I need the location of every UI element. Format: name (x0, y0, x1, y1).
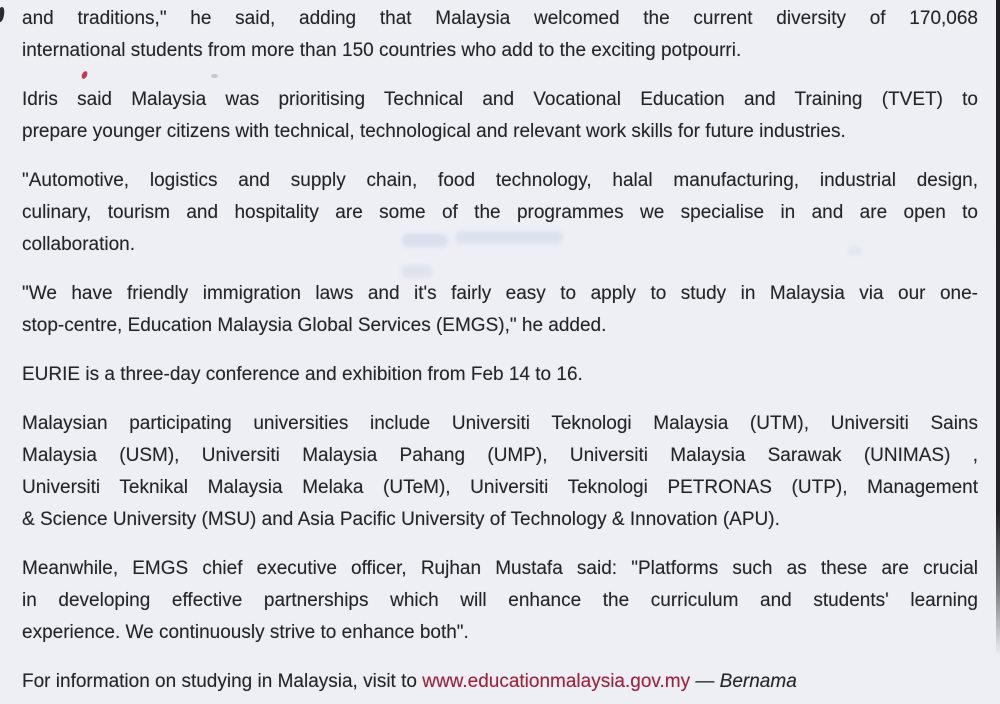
paragraph (22, 3, 978, 67)
paragraph-line: prepare younger citizens with technical, technological and relevant work skills for future industries. (22, 121, 846, 142)
footer-prefix-text: For information on studying in Malaysia, visit to (22, 671, 423, 692)
paragraph-line: Idris said Malaysia was prioritising Technical and Vocational Education and Training (TVET) to (22, 89, 978, 110)
paragraph-line: in developing effective partnerships which will enhance the curriculum and students' learning (22, 590, 978, 611)
paragraph-line: stop-centre, Education Malaysia Global Services (EMGS)," he added. (22, 315, 607, 336)
paragraph (22, 165, 978, 261)
footer-line (22, 666, 978, 698)
paragraph-line: "We have friendly immigration laws and it's fairly easy to apply to study in Malaysia via our one- (22, 283, 978, 304)
paragraph (22, 84, 978, 148)
paragraph (22, 278, 978, 342)
paragraph-line: culinary, tourism and hospitality are some of the programmes we specialise in and are open to (22, 202, 978, 223)
ink-bleed-smudge (455, 231, 563, 244)
paragraph (22, 359, 978, 391)
ink-bleed-smudge (848, 247, 862, 255)
paragraph-line: "Automotive, logistics and supply chain, food technology, halal manufacturing, industrial design, (22, 170, 978, 191)
paragraph-line: EURIE is a three-day conference and exhibition from Feb 14 to 16. (22, 364, 583, 385)
paragraph-line: Malaysian participating universities include Universiti Teknologi Malaysia (UTM), Universiti Sains (22, 413, 978, 434)
paragraph-line: experience. We continuously strive to enhance both". (22, 622, 469, 643)
paragraph-line: collaboration. (22, 234, 136, 255)
paragraph-line: Meanwhile, EMGS chief executive officer, Rujhan Mustafa said: "Platforms such as these are crucial (22, 558, 978, 579)
paragraph-line: and traditions," he said, adding that Malaysia welcomed the current diversity of 170,068 (22, 8, 978, 29)
gray-speck (211, 74, 218, 78)
paragraph (22, 553, 978, 649)
paragraph-line: international students from more than 150 countries who add to the exciting potpourri. (22, 40, 742, 61)
ink-bleed-smudge (401, 265, 433, 278)
article-body (22, 3, 978, 649)
footer-separator-dash: — (690, 671, 720, 692)
paragraph-line: Malaysia (USM), Universiti Malaysia Pahang (UMP), Universiti Malaysia Sarawak (UNIMAS) , (22, 445, 978, 466)
footer-credit-bernama: Bernama (719, 671, 797, 692)
ink-bleed-smudge (402, 234, 448, 247)
scan-edge-right (996, 0, 1000, 656)
paragraph-line: Universiti Teknikal Malaysia Melaka (UTeM), Universiti Teknologi PETRONAS (UTP), Management (22, 477, 978, 498)
education-malaysia-link[interactable]: www.educationmalaysia.gov.my (422, 671, 691, 692)
paragraph (22, 408, 978, 536)
paragraph-line: & Science University (MSU) and Asia Pacific University of Technology & Innovation (APU). (22, 509, 780, 530)
